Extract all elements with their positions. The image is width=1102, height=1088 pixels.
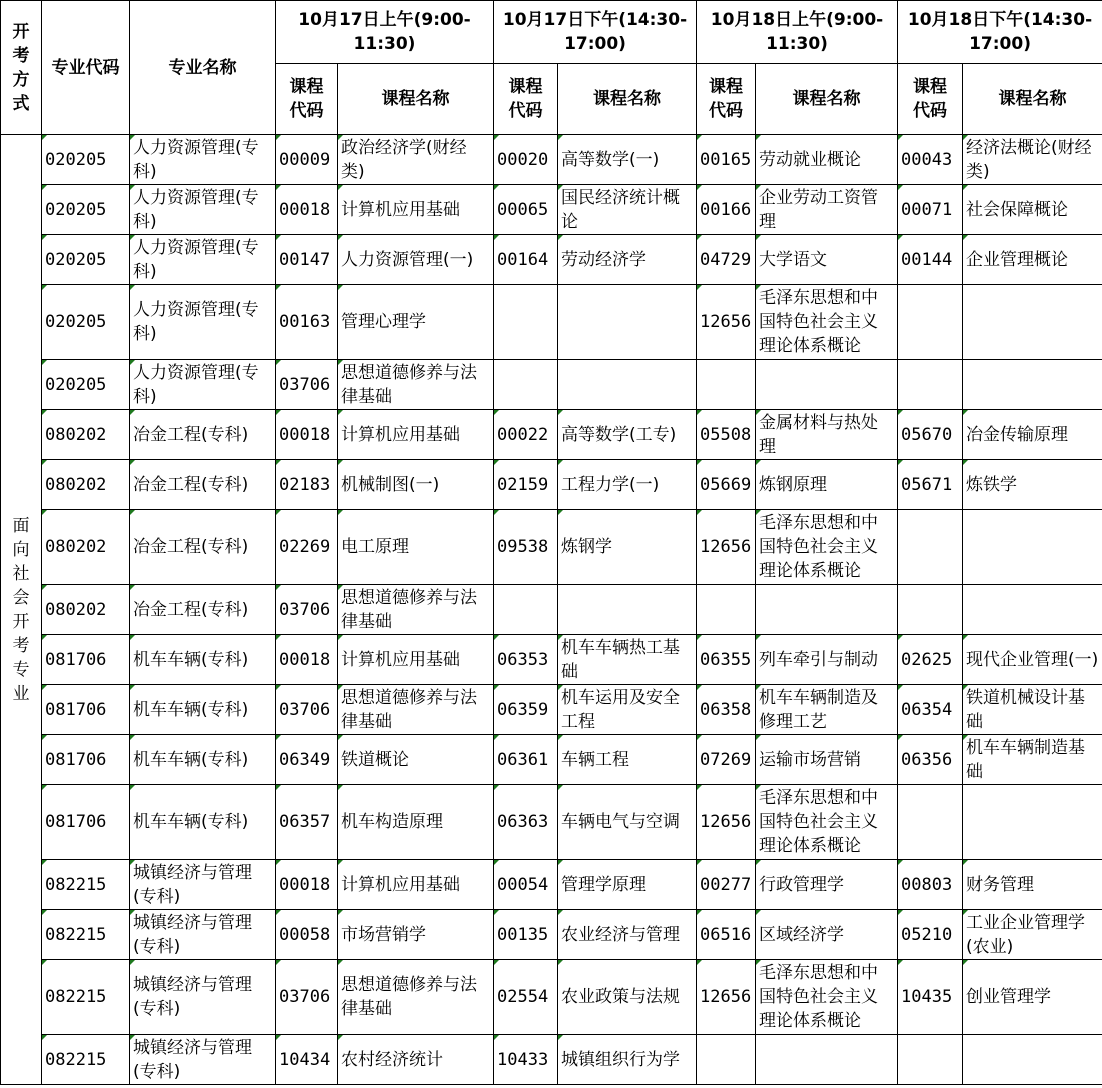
major-code-cell: 082215 <box>42 960 130 1035</box>
course-code-cell <box>494 360 558 410</box>
major-name-cell: 人力资源管理(专科) <box>130 135 276 185</box>
course-code-cell: 12656 <box>697 510 756 585</box>
course-name-cell <box>963 285 1102 360</box>
major-code-cell: 080202 <box>42 460 130 510</box>
course-code-cell: 00018 <box>276 410 338 460</box>
course-name-cell: 市场营销学 <box>338 910 494 960</box>
course-name-cell: 毛泽东思想和中国特色社会主义理论体系概论 <box>756 510 898 585</box>
course-code-cell: 12656 <box>697 285 756 360</box>
table-row <box>1 410 1102 460</box>
course-name-cell: 机车运用及安全工程 <box>558 685 697 735</box>
course-code-cell: 12656 <box>697 960 756 1035</box>
course-name-cell: 大学语文 <box>756 235 898 285</box>
course-code-cell <box>898 360 963 410</box>
major-name-cell: 冶金工程(专科) <box>130 460 276 510</box>
course-code-cell: 00165 <box>697 135 756 185</box>
table-row <box>1 860 1102 910</box>
course-name-cell: 劳动经济学 <box>558 235 697 285</box>
course-name-cell: 冶金传输原理 <box>963 410 1102 460</box>
course-name-cell: 行政管理学 <box>756 860 898 910</box>
course-code-cell <box>898 510 963 585</box>
course-code-cell: 02554 <box>494 960 558 1035</box>
course-name-cell <box>558 360 697 410</box>
table-row <box>1 960 1102 1035</box>
course-code-cell: 05508 <box>697 410 756 460</box>
major-code-cell: 082215 <box>42 860 130 910</box>
course-code-cell: 06354 <box>898 685 963 735</box>
major-code-cell: 082215 <box>42 1035 130 1085</box>
major-name-cell: 机车车辆(专科) <box>130 685 276 735</box>
course-name-cell: 电工原理 <box>338 510 494 585</box>
course-code-cell: 03706 <box>276 585 338 635</box>
major-code-cell: 081706 <box>42 735 130 785</box>
header-course-name: 课程名称 <box>338 64 494 135</box>
major-code-cell: 020205 <box>42 360 130 410</box>
course-name-cell: 管理学原理 <box>558 860 697 910</box>
course-code-cell: 00020 <box>494 135 558 185</box>
course-code-cell: 07269 <box>697 735 756 785</box>
header-session-2: 10月17日下午(14:30-17:00) <box>494 1 697 64</box>
course-code-cell <box>697 1035 756 1085</box>
course-code-cell: 00018 <box>276 185 338 235</box>
header-major-code: 专业代码 <box>42 1 130 135</box>
header-course-code: 课程代码 <box>898 64 963 135</box>
course-name-cell: 炼钢学 <box>558 510 697 585</box>
course-code-cell: 02183 <box>276 460 338 510</box>
table-row <box>1 785 1102 860</box>
course-code-cell: 06356 <box>898 735 963 785</box>
course-name-cell: 工业企业管理学(农业) <box>963 910 1102 960</box>
course-name-cell <box>558 585 697 635</box>
course-name-cell: 机车车辆制造及修理工艺 <box>756 685 898 735</box>
course-name-cell: 车辆工程 <box>558 735 697 785</box>
course-name-cell <box>963 585 1102 635</box>
course-name-cell: 企业劳动工资管理 <box>756 185 898 235</box>
course-code-cell: 02159 <box>494 460 558 510</box>
course-code-cell: 00065 <box>494 185 558 235</box>
course-name-cell: 国民经济统计概论 <box>558 185 697 235</box>
course-code-cell: 05210 <box>898 910 963 960</box>
course-name-cell: 计算机应用基础 <box>338 185 494 235</box>
table-row <box>1 285 1102 360</box>
table-row <box>1 635 1102 685</box>
course-name-cell: 计算机应用基础 <box>338 410 494 460</box>
major-name-cell: 冶金工程(专科) <box>130 585 276 635</box>
table-row <box>1 135 1102 185</box>
course-name-cell: 毛泽东思想和中国特色社会主义理论体系概论 <box>756 785 898 860</box>
course-name-cell: 区域经济学 <box>756 910 898 960</box>
course-name-cell: 思想道德修养与法律基础 <box>338 685 494 735</box>
course-name-cell: 农业政策与法规 <box>558 960 697 1035</box>
major-code-cell: 082215 <box>42 910 130 960</box>
course-name-cell <box>756 360 898 410</box>
course-name-cell: 思想道德修养与法律基础 <box>338 360 494 410</box>
course-code-cell: 00164 <box>494 235 558 285</box>
course-name-cell: 机车构造原理 <box>338 785 494 860</box>
table-row <box>1 1035 1102 1085</box>
course-code-cell: 06359 <box>494 685 558 735</box>
course-name-cell: 思想道德修养与法律基础 <box>338 960 494 1035</box>
course-code-cell: 02625 <box>898 635 963 685</box>
course-code-cell: 05670 <box>898 410 963 460</box>
course-name-cell: 机械制图(一) <box>338 460 494 510</box>
course-code-cell: 06349 <box>276 735 338 785</box>
schedule-body <box>1 135 1102 1085</box>
major-code-cell: 080202 <box>42 510 130 585</box>
header-session-4: 10月18日下午(14:30-17:00) <box>898 1 1102 64</box>
course-name-cell <box>558 285 697 360</box>
course-code-cell: 06355 <box>697 635 756 685</box>
course-code-cell: 00277 <box>697 860 756 910</box>
course-name-cell: 人力资源管理(一) <box>338 235 494 285</box>
course-name-cell: 炼钢原理 <box>756 460 898 510</box>
course-code-cell: 03706 <box>276 360 338 410</box>
course-code-cell: 09538 <box>494 510 558 585</box>
table-row <box>1 235 1102 285</box>
header-course-code: 课程代码 <box>494 64 558 135</box>
course-name-cell: 炼铁学 <box>963 460 1102 510</box>
course-code-cell: 00058 <box>276 910 338 960</box>
major-name-cell: 人力资源管理(专科) <box>130 235 276 285</box>
course-code-cell <box>494 285 558 360</box>
course-name-cell: 金属材料与热处理 <box>756 410 898 460</box>
major-name-cell: 人力资源管理(专科) <box>130 360 276 410</box>
course-code-cell: 06357 <box>276 785 338 860</box>
course-code-cell <box>898 585 963 635</box>
major-code-cell: 080202 <box>42 410 130 460</box>
course-code-cell: 00054 <box>494 860 558 910</box>
major-name-cell: 机车车辆(专科) <box>130 635 276 685</box>
course-code-cell: 06363 <box>494 785 558 860</box>
course-code-cell: 00803 <box>898 860 963 910</box>
course-code-cell: 06516 <box>697 910 756 960</box>
course-code-cell: 00022 <box>494 410 558 460</box>
course-code-cell: 00009 <box>276 135 338 185</box>
course-name-cell <box>756 1035 898 1085</box>
course-name-cell: 铁道机械设计基础 <box>963 685 1102 735</box>
table-row <box>1 510 1102 585</box>
major-name-cell: 城镇经济与管理(专科) <box>130 860 276 910</box>
course-name-cell: 创业管理学 <box>963 960 1102 1035</box>
course-name-cell: 铁道概论 <box>338 735 494 785</box>
table-row <box>1 585 1102 635</box>
major-code-cell: 020205 <box>42 285 130 360</box>
course-code-cell: 00166 <box>697 185 756 235</box>
course-code-cell <box>697 585 756 635</box>
table-row <box>1 735 1102 785</box>
major-name-cell: 机车车辆(专科) <box>130 785 276 860</box>
course-code-cell: 00071 <box>898 185 963 235</box>
course-code-cell: 06361 <box>494 735 558 785</box>
header-course-code: 课程代码 <box>697 64 756 135</box>
course-name-cell: 运输市场营销 <box>756 735 898 785</box>
course-name-cell: 车辆电气与空调 <box>558 785 697 860</box>
header-course-name: 课程名称 <box>963 64 1102 135</box>
course-code-cell: 02269 <box>276 510 338 585</box>
header-mode-label: 开考方式 <box>12 21 30 114</box>
major-name-cell: 城镇经济与管理(专科) <box>130 1035 276 1085</box>
header-major-name: 专业名称 <box>130 1 276 135</box>
course-name-cell <box>963 785 1102 860</box>
course-code-cell: 00135 <box>494 910 558 960</box>
course-name-cell: 思想道德修养与法律基础 <box>338 585 494 635</box>
table-row <box>1 460 1102 510</box>
course-code-cell: 00043 <box>898 135 963 185</box>
course-name-cell <box>963 360 1102 410</box>
course-code-cell: 03706 <box>276 685 338 735</box>
course-name-cell <box>756 585 898 635</box>
course-name-cell: 企业管理概论 <box>963 235 1102 285</box>
course-name-cell: 毛泽东思想和中国特色社会主义理论体系概论 <box>756 285 898 360</box>
course-code-cell: 03706 <box>276 960 338 1035</box>
course-code-cell <box>898 1035 963 1085</box>
course-name-cell: 管理心理学 <box>338 285 494 360</box>
course-code-cell <box>898 785 963 860</box>
course-code-cell: 10433 <box>494 1035 558 1085</box>
course-name-cell: 城镇组织行为学 <box>558 1035 697 1085</box>
course-code-cell <box>494 585 558 635</box>
course-name-cell: 劳动就业概论 <box>756 135 898 185</box>
header-mode <box>1 1 42 135</box>
major-name-cell: 人力资源管理(专科) <box>130 285 276 360</box>
course-code-cell: 00163 <box>276 285 338 360</box>
course-name-cell: 列车牵引与制动 <box>756 635 898 685</box>
course-name-cell <box>963 1035 1102 1085</box>
course-name-cell: 机车车辆制造基础 <box>963 735 1102 785</box>
major-name-cell: 冶金工程(专科) <box>130 510 276 585</box>
course-name-cell: 计算机应用基础 <box>338 635 494 685</box>
course-code-cell: 00018 <box>276 860 338 910</box>
course-code-cell: 06353 <box>494 635 558 685</box>
major-code-cell: 081706 <box>42 785 130 860</box>
course-name-cell: 现代企业管理(一) <box>963 635 1102 685</box>
course-code-cell: 10434 <box>276 1035 338 1085</box>
major-code-cell: 020205 <box>42 235 130 285</box>
course-name-cell: 农业经济与管理 <box>558 910 697 960</box>
major-code-cell: 080202 <box>42 585 130 635</box>
table-row <box>1 360 1102 410</box>
course-name-cell: 工程力学(一) <box>558 460 697 510</box>
exam-mode-cell <box>1 135 42 1085</box>
course-name-cell: 机车车辆热工基础 <box>558 635 697 685</box>
course-code-cell <box>697 360 756 410</box>
course-name-cell <box>963 510 1102 585</box>
course-code-cell: 00144 <box>898 235 963 285</box>
table-row <box>1 910 1102 960</box>
course-code-cell: 10435 <box>898 960 963 1035</box>
course-code-cell: 00147 <box>276 235 338 285</box>
course-name-cell: 经济法概论(财经类) <box>963 135 1102 185</box>
major-code-cell: 081706 <box>42 685 130 735</box>
header-session-3: 10月18日上午(9:00-11:30) <box>697 1 898 64</box>
course-code-cell: 04729 <box>697 235 756 285</box>
course-name-cell: 计算机应用基础 <box>338 860 494 910</box>
course-name-cell: 社会保障概论 <box>963 185 1102 235</box>
course-name-cell: 高等数学(一) <box>558 135 697 185</box>
course-code-cell: 00018 <box>276 635 338 685</box>
header-course-name: 课程名称 <box>756 64 898 135</box>
course-name-cell: 农村经济统计 <box>338 1035 494 1085</box>
course-code-cell: 05669 <box>697 460 756 510</box>
exam-mode-label: 面向社会开考专业 <box>12 515 30 704</box>
major-code-cell: 020205 <box>42 185 130 235</box>
course-name-cell: 政治经济学(财经类) <box>338 135 494 185</box>
major-name-cell: 城镇经济与管理(专科) <box>130 960 276 1035</box>
major-code-cell: 081706 <box>42 635 130 685</box>
course-code-cell: 12656 <box>697 785 756 860</box>
course-name-cell: 高等数学(工专) <box>558 410 697 460</box>
course-code-cell: 05671 <box>898 460 963 510</box>
header-course-code: 课程代码 <box>276 64 338 135</box>
major-name-cell: 城镇经济与管理(专科) <box>130 910 276 960</box>
course-name-cell: 毛泽东思想和中国特色社会主义理论体系概论 <box>756 960 898 1035</box>
major-name-cell: 人力资源管理(专科) <box>130 185 276 235</box>
major-name-cell: 冶金工程(专科) <box>130 410 276 460</box>
course-code-cell: 06358 <box>697 685 756 735</box>
header-session-1: 10月17日上午(9:00-11:30) <box>276 1 494 64</box>
major-code-cell: 020205 <box>42 135 130 185</box>
course-name-cell: 财务管理 <box>963 860 1102 910</box>
major-name-cell: 机车车辆(专科) <box>130 735 276 785</box>
table-row <box>1 185 1102 235</box>
header-course-name: 课程名称 <box>558 64 697 135</box>
table-row <box>1 685 1102 735</box>
course-code-cell <box>898 285 963 360</box>
